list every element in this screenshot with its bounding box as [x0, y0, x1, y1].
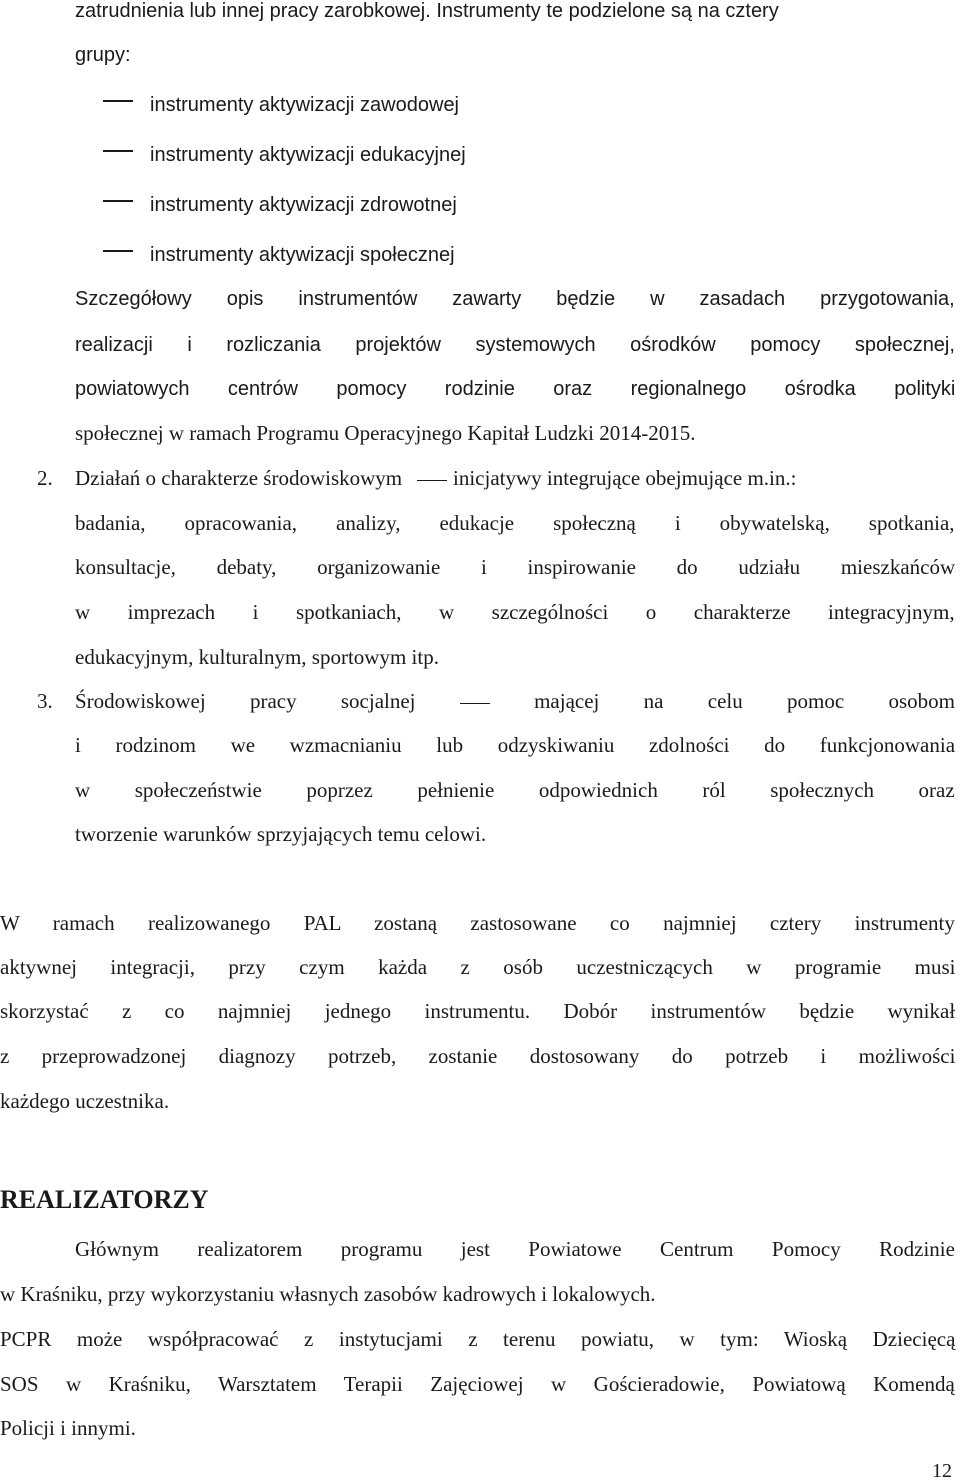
- detail-line: realizacji i rozliczania projektów systemowych ośrodków pomocy społecznej,: [75, 334, 955, 356]
- item-3-word: na: [643, 689, 664, 713]
- item-3-dash: [460, 703, 490, 704]
- detail-line: powiatowych centrów pomocy rodzinie oraz regionalnego ośrodka polityki: [75, 378, 956, 400]
- pal-line: skorzystać z co najmniej jednego instrumentu. Dobór instrumentów będzie wynikał: [0, 999, 956, 1023]
- detail-line: Szczegółowy opis instrumentów zawarty będzie w zasadach przygotowania,: [75, 288, 955, 310]
- item-3-word: osobom: [888, 689, 955, 713]
- item-3-word: pracy: [249, 689, 297, 713]
- pal-line: W ramach realizowanego PAL zostaną zastosowane co najmniej cztery instrumenty: [0, 911, 955, 935]
- detail-line-last: społecznej w ramach Programu Operacyjnego Kapitał Ludzki 2014-2015.: [75, 421, 696, 445]
- item-3-word: mającej: [534, 689, 600, 713]
- list-dash: [103, 200, 133, 202]
- item-2-title-b: inicjatywy integrujące obejmujące m.in.:: [453, 466, 797, 490]
- item-3-word: Środowiskowej: [75, 689, 206, 713]
- section-heading: REALIZATORZY: [0, 1185, 209, 1214]
- intro-line-1: zatrudnienia lub innej pracy zarobkowej. Instrumenty te podzielone są na cztery: [75, 0, 779, 22]
- item-3-word: socjalnej: [340, 689, 416, 713]
- item-2-line: w imprezach i spotkaniach, w szczególności o charakterze integracyjnym,: [75, 600, 955, 624]
- pal-line-last: każdego uczestnika.: [0, 1089, 170, 1113]
- realizatorzy-line: PCPR może współpracować z instytucjami z terenu powiatu, w tym: Wioską Dziecięcą: [0, 1327, 956, 1351]
- item-2-line: badania, opracowania, analizy, edukacje społeczną i obywatelską, spotkania,: [75, 511, 955, 535]
- item-2-dash: [417, 480, 447, 481]
- realizatorzy-line: Głównym realizatorem programu jest Powiatowe Centrum Pomocy Rodzinie: [75, 1237, 955, 1261]
- page-number: 12: [932, 1460, 952, 1482]
- item-3-word: pomoc: [787, 689, 845, 713]
- list-item: instrumenty aktywizacji zawodowej: [150, 94, 460, 116]
- item-3-line: w społeczeństwie poprzez pełnienie odpowiednich ról społecznych oraz: [75, 778, 955, 802]
- item-3-line: i rodzinom we wzmacnianiu lub odzyskiwaniu zdolności do funkcjonowania: [75, 733, 956, 757]
- item-2-number: 2.: [37, 466, 53, 490]
- realizatorzy-line: w Kraśniku, przy wykorzystaniu własnych zasobów kadrowych i lokalowych.: [0, 1282, 656, 1306]
- list-dash: [103, 150, 133, 152]
- realizatorzy-line-last: Policji i innymi.: [0, 1416, 136, 1440]
- list-item: instrumenty aktywizacji społecznej: [150, 244, 455, 266]
- item-3-line-last: tworzenie warunków sprzyjających temu celowi.: [75, 822, 487, 846]
- realizatorzy-line: SOS w Kraśniku, Warsztatem Terapii Zajęciowej w Gościeradowie, Powiatową Komendą: [0, 1372, 955, 1396]
- pal-line: z przeprowadzonej diagnozy potrzeb, zostanie dostosowany do potrzeb i możliwości: [0, 1044, 956, 1068]
- list-dash: [103, 250, 133, 252]
- list-item: instrumenty aktywizacji zdrowotnej: [150, 194, 457, 216]
- item-2-title-a: Działań o charakterze środowiskowym: [75, 466, 403, 490]
- intro-line-2: grupy:: [75, 44, 131, 66]
- pal-line: aktywnej integracji, przy czym każda z osób uczestniczących w programie musi: [0, 955, 956, 979]
- list-dash: [103, 100, 133, 102]
- item-3-number: 3.: [37, 689, 53, 713]
- item-3-word: celu: [707, 689, 743, 713]
- item-2-line-last: edukacyjnym, kulturalnym, sportowym itp.: [75, 645, 439, 669]
- list-item: instrumenty aktywizacji edukacyjnej: [150, 144, 466, 166]
- item-3-first-line: [75, 689, 955, 714]
- item-2-line: konsultacje, debaty, organizowanie i inspirowanie do udziału mieszkańców: [75, 555, 956, 579]
